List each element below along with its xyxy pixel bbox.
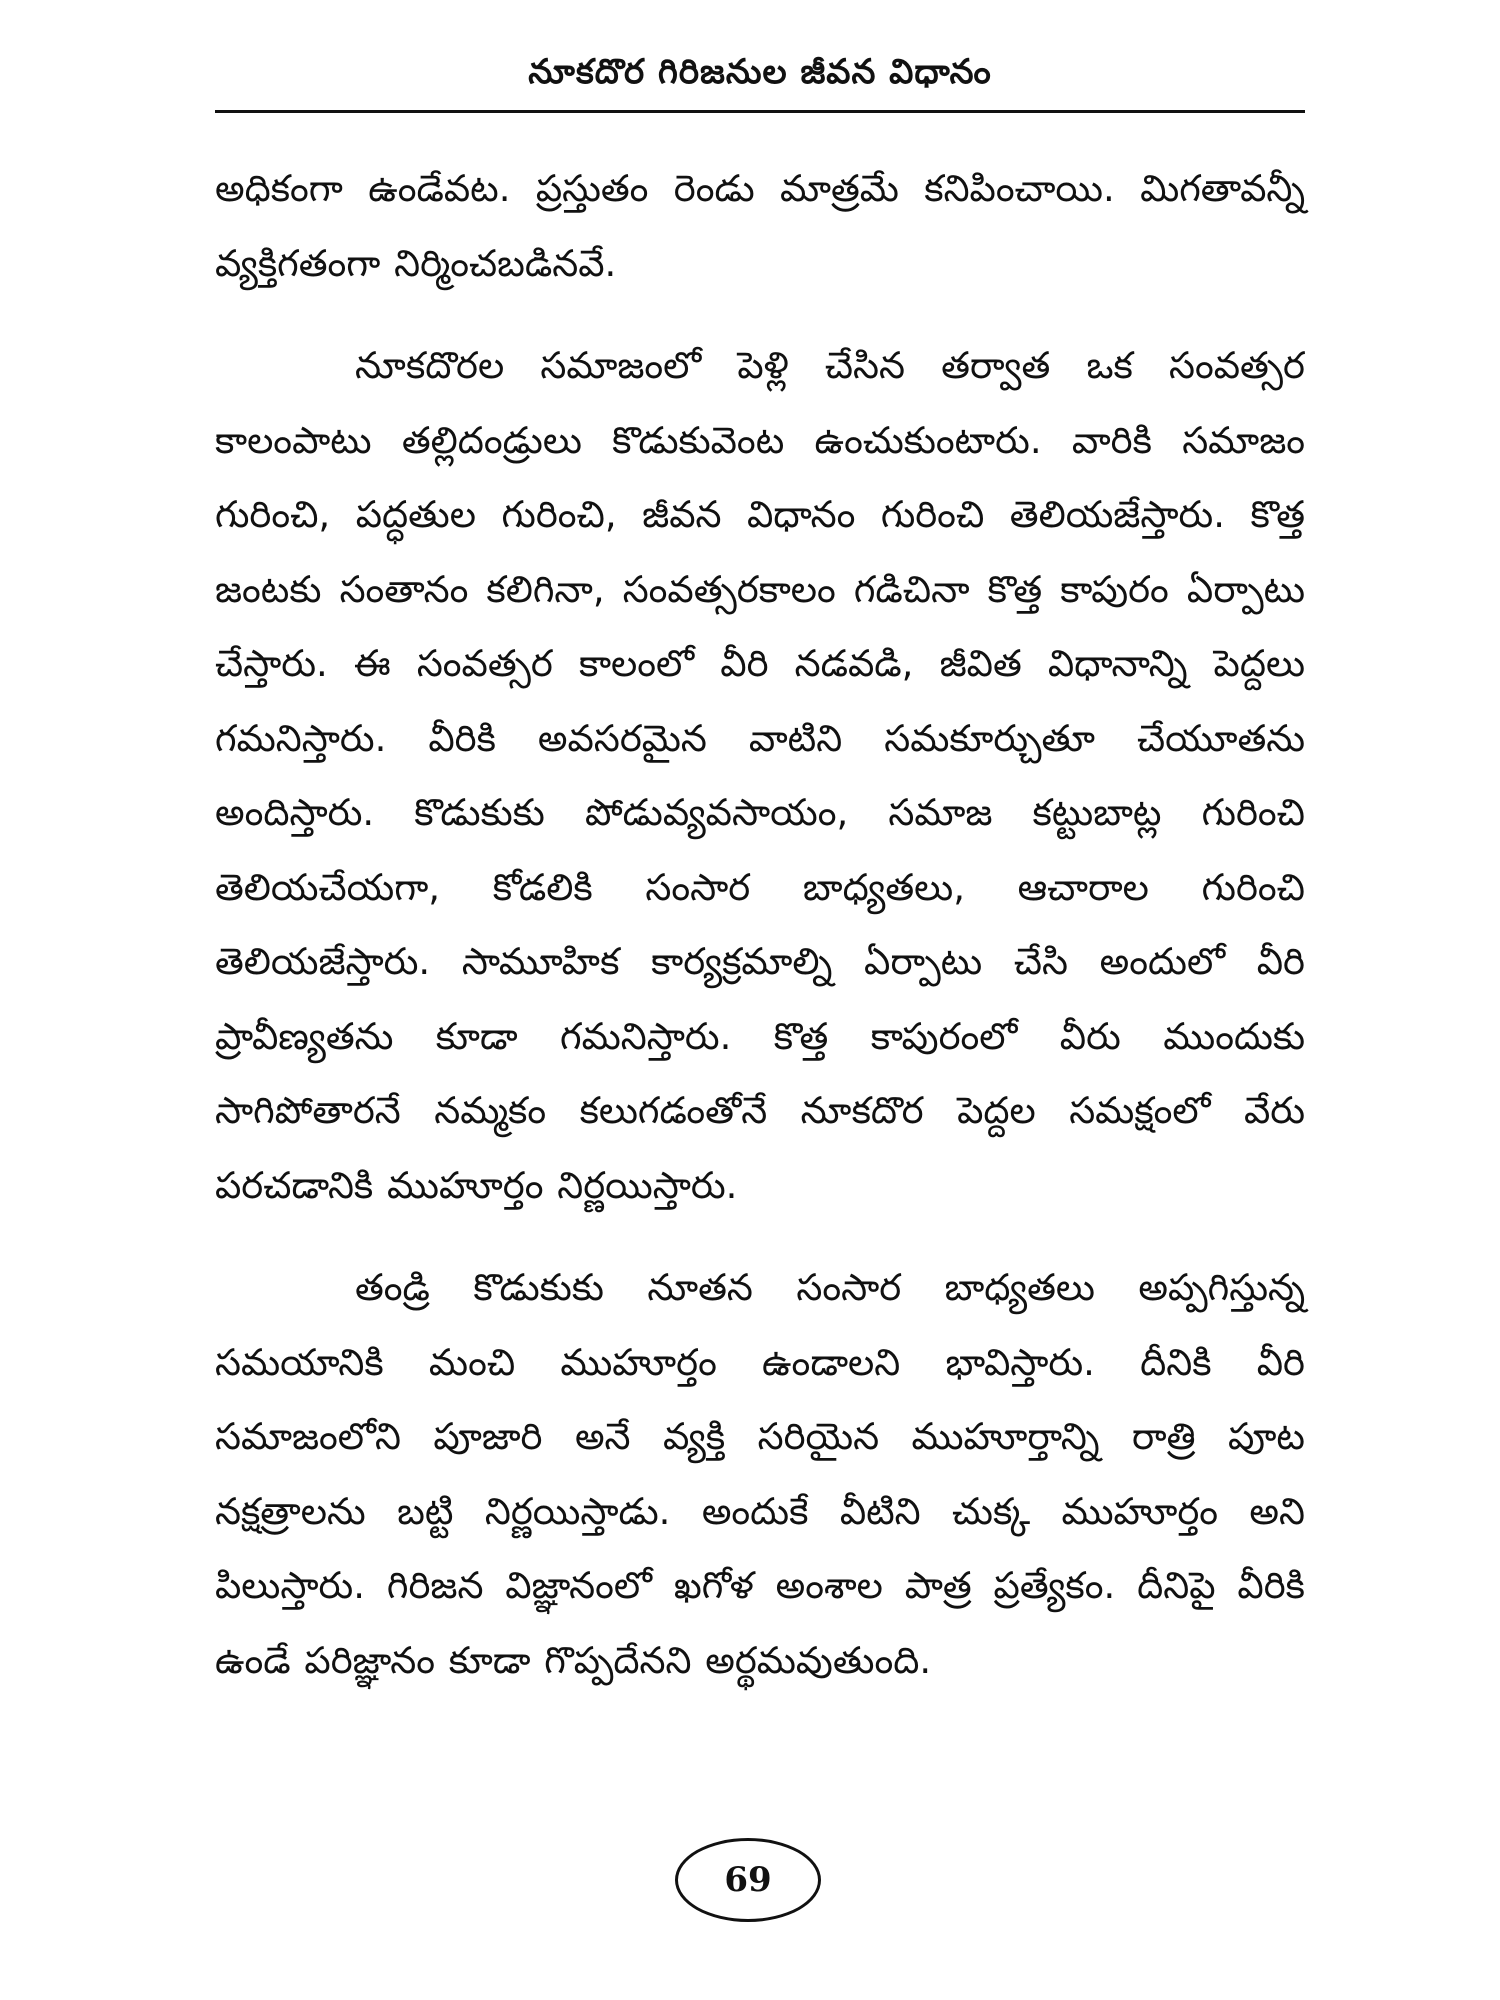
running-header-title: నూకదొర గిరిజనుల జీవన విధానం (528, 52, 992, 92)
page-number: 69 (675, 1838, 821, 1922)
paragraph-2: నూకదొరల సమాజంలో పెళ్లి చేసిన తర్వాత ఒక సంవత్సర కాలంపాటు తల్లిదండ్రులు కొడుకువెంట ఉంచుకుంటారు. వారికి సమాజం గురించి, పద్ధతుల గురించి, జీవన విధానం గురించి తెలియజేస్తారు. కొత్త జంటకు సంతానం కలిగినా, సంవత్సరకాలం గడిచినా కొత్త కాపురం ఏర్పాటు చేస్తారు. ఈ సంవత్సర కాలంలో వీరి నడవడి, జీవిత విధానాన్ని పెద్దలు గమనిస్తారు. వీరికి అవసరమైన వాటిని సమకూర్చుతూ చేయూతను అందిస్తారు. కొడుకుకు పోడువ్యవసాయం, సమాజ కట్టుబాట్ల గురించి తెలియచేయగా, కోడలికి సంసార బాధ్యతలు, ఆచారాల గురించి తెలియజేస్తారు. సామూహిక కార్యక్రమాల్ని ఏర్పాటు చేసి అందులో వీరి ప్రావీణ్యతను కూడా గమనిస్తారు. కొత్త కాపురంలో వీరు ముందుకు సాగిపోతారనే నమ్మకం కలుగడంతోనే నూకదొర పెద్దల సమక్షంలో వేరు పరచడానికి ముహూర్తం నిర్ణయిస్తారు. (215, 344, 1305, 1207)
paragraph-1: అధికంగా ఉండేవట. ప్రస్తుతం రెండు మాత్రమే కనిపించాయి. మిగతావన్నీ వ్యక్తిగతంగా నిర్మించబడినవే. (215, 167, 1305, 285)
header-divider (215, 110, 1305, 113)
body-text (215, 152, 1305, 1698)
paragraph-3: తండ్రి కొడుకుకు నూతన సంసార బాధ్యతలు అప్పగిస్తున్న సమయానికి మంచి ముహూర్తం ఉండాలని భావిస్తారు. దీనికి వీరి సమాజంలోని పూజారి అనే వ్యక్తి సరియైన ముహూర్తాన్ని రాత్రి పూట నక్షత్రాలను బట్టి నిర్ణయిస్తాడు. అందుకే వీటిని చుక్క ముహూర్తం అని పిలుస్తారు. గిరిజన విజ్ఞానంలో ఖగోళ అంశాల పాత్ర ప్రత్యేకం. దీనిపై వీరికి ఉండే పరిజ్ఞానం కూడా గొప్పదేనని అర్థమవుతుంది. (215, 1266, 1305, 1682)
